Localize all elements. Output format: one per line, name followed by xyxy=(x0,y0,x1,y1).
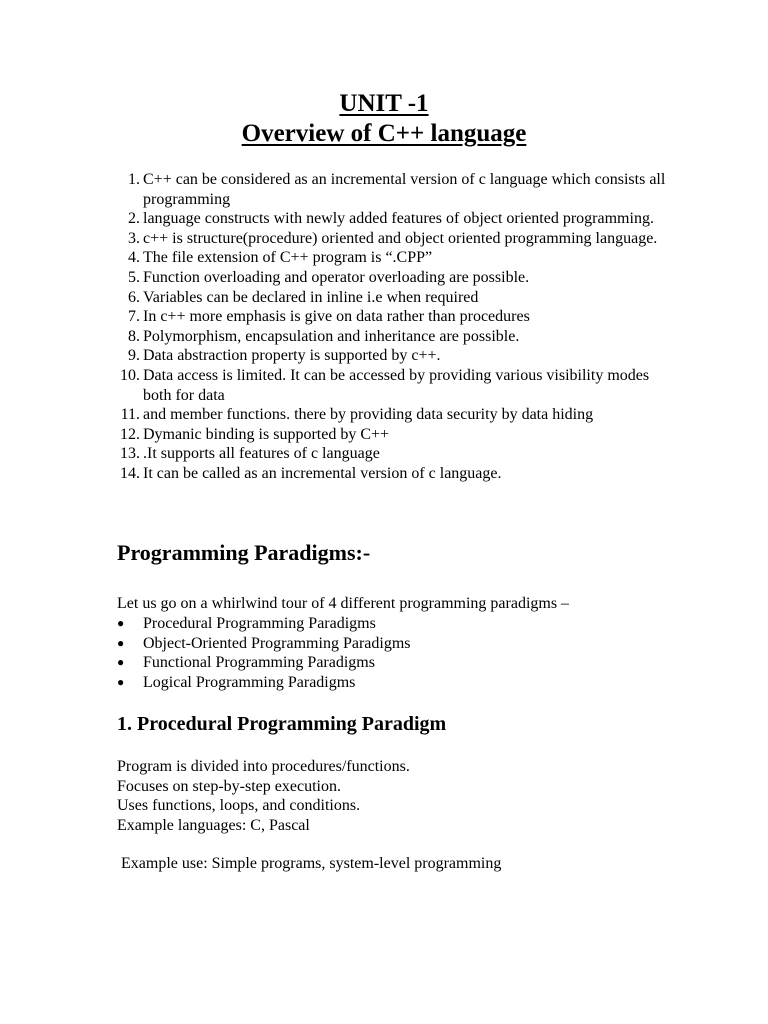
list-item-text: C++ can be considered as an incremental version of c language which consists all programming xyxy=(143,171,666,208)
list-number: 7. xyxy=(128,308,140,326)
list-item xyxy=(110,444,670,464)
list-number: 2. xyxy=(128,210,140,228)
unit-title: UNIT -1 xyxy=(339,90,429,117)
list-item xyxy=(110,170,670,209)
list-item-text: Dymanic binding is supported by C++ xyxy=(143,425,390,443)
list-item xyxy=(117,673,411,693)
list-item-text: It can be called as an incremental version of c language. xyxy=(143,464,502,482)
procedural-description xyxy=(117,757,410,835)
list-number: 5. xyxy=(128,268,140,286)
list-item-text: and member functions. there by providing data security by data hiding xyxy=(143,406,594,424)
list-number: 3. xyxy=(128,229,140,247)
list-item xyxy=(110,464,670,484)
list-item xyxy=(110,366,670,405)
section-heading-procedural: 1. Procedural Programming Paradigm xyxy=(117,713,447,735)
list-item-text: Functional Programming Paradigms xyxy=(143,654,375,672)
bullet-icon: ● xyxy=(117,635,125,650)
page-title: Overview of C++ language xyxy=(241,120,527,147)
list-item-text: Data access is limited. It can be accessed by providing various visibility modes both for data xyxy=(143,366,650,404)
list-number: 1. xyxy=(128,171,140,188)
list-item xyxy=(110,229,670,249)
list-item xyxy=(110,209,670,229)
list-item-text: Polymorphism, encapsulation and inheritance are possible. xyxy=(143,327,520,345)
list-item xyxy=(117,634,411,654)
bullet-icon: ● xyxy=(117,674,125,689)
bullet-icon: ● xyxy=(117,655,125,670)
list-item xyxy=(110,405,670,425)
list-item xyxy=(110,288,670,308)
list-item-text: The file extension of C++ program is “.CPP” xyxy=(143,249,433,267)
list-item xyxy=(117,614,411,634)
list-item xyxy=(110,248,670,268)
list-item xyxy=(110,327,670,347)
list-item-text: Function overloading and operator overloading are possible. xyxy=(143,268,530,286)
list-item-text: language constructs with newly added features of object oriented programming. xyxy=(143,210,654,228)
list-item-text: Object-Oriented Programming Paradigms xyxy=(143,634,411,652)
list-number: 4. xyxy=(128,249,140,267)
list-number: 10. xyxy=(120,366,140,384)
list-number: 11. xyxy=(120,406,140,424)
list-item xyxy=(110,268,670,288)
overview-list xyxy=(110,170,670,484)
list-item-text: In c++ more emphasis is give on data rather than procedures xyxy=(143,308,530,326)
list-number: 14. xyxy=(120,464,140,482)
list-item xyxy=(110,425,670,445)
paradigms-intro: Let us go on a whirlwind tour of 4 different programming paradigms – xyxy=(117,595,570,612)
list-item-text: Logical Programming Paradigms xyxy=(143,673,356,691)
list-item-text: Data abstraction property is supported by c++. xyxy=(143,347,441,365)
paragraph-line: Program is divided into procedures/functions. xyxy=(117,758,410,775)
list-item-text: Variables can be declared in inline i.e when required xyxy=(143,288,479,306)
list-item-text: c++ is structure(procedure) oriented and object oriented programming language. xyxy=(143,229,658,247)
list-number: 8. xyxy=(128,327,140,345)
list-number: 9. xyxy=(128,347,140,365)
list-number: 12. xyxy=(120,425,140,443)
list-item-text: .It supports all features of c language xyxy=(143,445,380,463)
paragraph-line: Focuses on step-by-step execution. xyxy=(117,777,341,795)
list-item-text: Procedural Programming Paradigms xyxy=(143,615,376,632)
section-heading-paradigms: Programming Paradigms:- xyxy=(117,540,371,565)
paragraph-line: Example languages: C, Pascal xyxy=(117,816,310,834)
list-item xyxy=(110,307,670,327)
bullet-icon: ● xyxy=(117,616,125,630)
list-item xyxy=(110,346,670,366)
example-use-text: Example use: Simple programs, system-level programming xyxy=(117,855,502,872)
list-number: 6. xyxy=(128,288,140,306)
paragraph-line: Uses functions, loops, and conditions. xyxy=(117,797,361,815)
list-item xyxy=(117,653,411,673)
paradigms-list xyxy=(117,614,411,692)
list-number: 13. xyxy=(120,445,140,463)
